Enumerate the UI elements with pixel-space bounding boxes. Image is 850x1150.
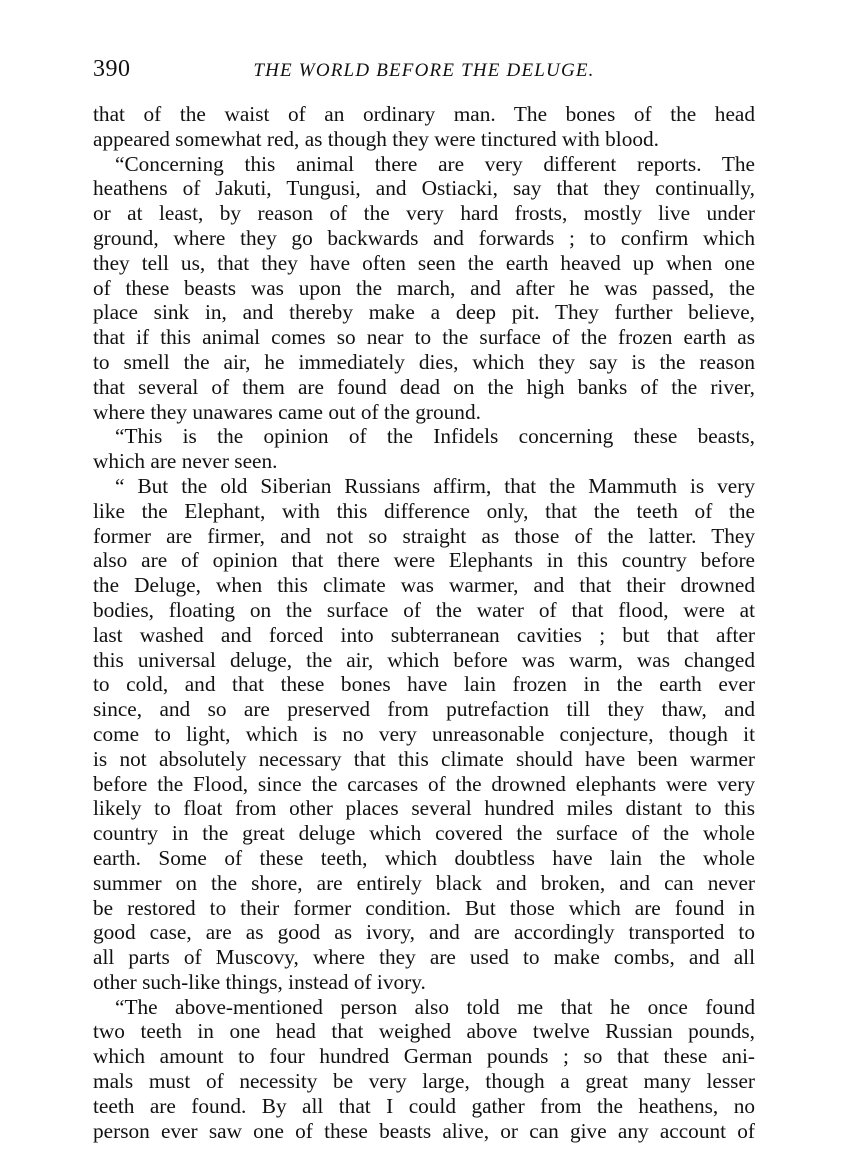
text-line: the Deluge, when this climate was warmer, and that their drowned: [93, 573, 755, 598]
text-line: heathens of Jakuti, Tungusi, and Ostiacki, say that they continually,: [93, 176, 755, 201]
text-line: also are of opinion that there were Elephants in this country before: [93, 548, 755, 573]
text-line: “ But the old Siberian Russians affirm, that the Mammuth is very: [115, 473, 755, 498]
page-number: 390: [93, 56, 131, 82]
text-line: is not absolutely necessary that this climate should have been warmer: [93, 746, 755, 771]
text-line: “The above-mentioned person also told me that he once found: [115, 994, 755, 1019]
text-line: they tell us, that they have often seen the earth heaved up when one: [93, 250, 755, 275]
text-line: that several of them are found dead on the high banks of the river,: [93, 374, 755, 399]
text-line: person ever saw one of these beasts alive, or can give any account of: [93, 1118, 755, 1143]
body-text: [93, 102, 755, 1143]
text-line: earth. Some of these teeth, which doubtless have lain the whole: [93, 845, 755, 870]
text-line: to cold, and that these bones have lain frozen in the earth ever: [93, 672, 755, 697]
text-line: like the Elephant, with this difference only, that the teeth of the: [93, 498, 755, 523]
text-line: which are never seen.: [93, 449, 278, 474]
text-line: place sink in, and thereby make a deep pit. They further believe,: [93, 300, 755, 325]
text-line: of these beasts was upon the march, and after he was passed, the: [93, 275, 755, 300]
text-line: where they unawares came out of the ground.: [93, 399, 481, 424]
text-line: come to light, which is no very unreasonable conjecture, though it: [93, 721, 755, 746]
text-line: “This is the opinion of the Infidels concerning these beasts,: [115, 424, 755, 449]
text-line: that of the waist of an ordinary man. The bones of the head: [93, 102, 755, 126]
text-line: teeth are found. By all that I could gather from the heathens, no: [93, 1093, 755, 1118]
text-line: that if this animal comes so near to the surface of the frozen earth as: [93, 325, 755, 350]
text-line: bodies, floating on the surface of the water of that flood, were at: [93, 597, 755, 622]
text-line: two teeth in one head that weighed above twelve Russian pounds,: [93, 1019, 755, 1044]
text-line: other such-like things, instead of ivory.: [93, 969, 426, 994]
text-line: before the Flood, since the carcases of the drowned elephants were very: [93, 771, 755, 796]
running-head: [93, 56, 755, 90]
text-line: this universal deluge, the air, which before was warm, was changed: [93, 647, 755, 672]
text-line: likely to float from other places several hundred miles distant to this: [93, 796, 755, 821]
text-line: ground, where they go backwards and forwards ; to confirm which: [93, 225, 755, 250]
text-line: country in the great deluge which covered the surface of the whole: [93, 821, 755, 846]
text-line: former are firmer, and not so straight as those of the latter. They: [93, 523, 755, 548]
text-line: last washed and forced into subterranean cavities ; but that after: [93, 622, 755, 647]
running-title: THE WORLD BEFORE THE DELUGE.: [253, 60, 595, 81]
text-line: which amount to four hundred German pounds ; so that these ani-: [93, 1044, 755, 1069]
text-line: or at least, by reason of the very hard frosts, mostly live under: [93, 201, 755, 226]
text-line: summer on the shore, are entirely black and broken, and can never: [93, 870, 755, 895]
text-line: since, and so are preserved from putrefaction till they thaw, and: [93, 697, 755, 722]
text-line: appeared somewhat red, as though they were tinctured with blood.: [93, 126, 659, 151]
text-line: good case, are as good as ivory, and are accordingly transported to: [93, 920, 755, 945]
text-line: all parts of Muscovy, where they are used to make combs, and all: [93, 945, 755, 970]
text-line: mals must of necessity be very large, though a great many lesser: [93, 1069, 755, 1094]
text-line: “Concerning this animal there are very different reports. The: [115, 151, 755, 176]
text-line: be restored to their former condition. But those which are found in: [93, 895, 755, 920]
text-line: to smell the air, he immediately dies, which they say is the reason: [93, 349, 755, 374]
